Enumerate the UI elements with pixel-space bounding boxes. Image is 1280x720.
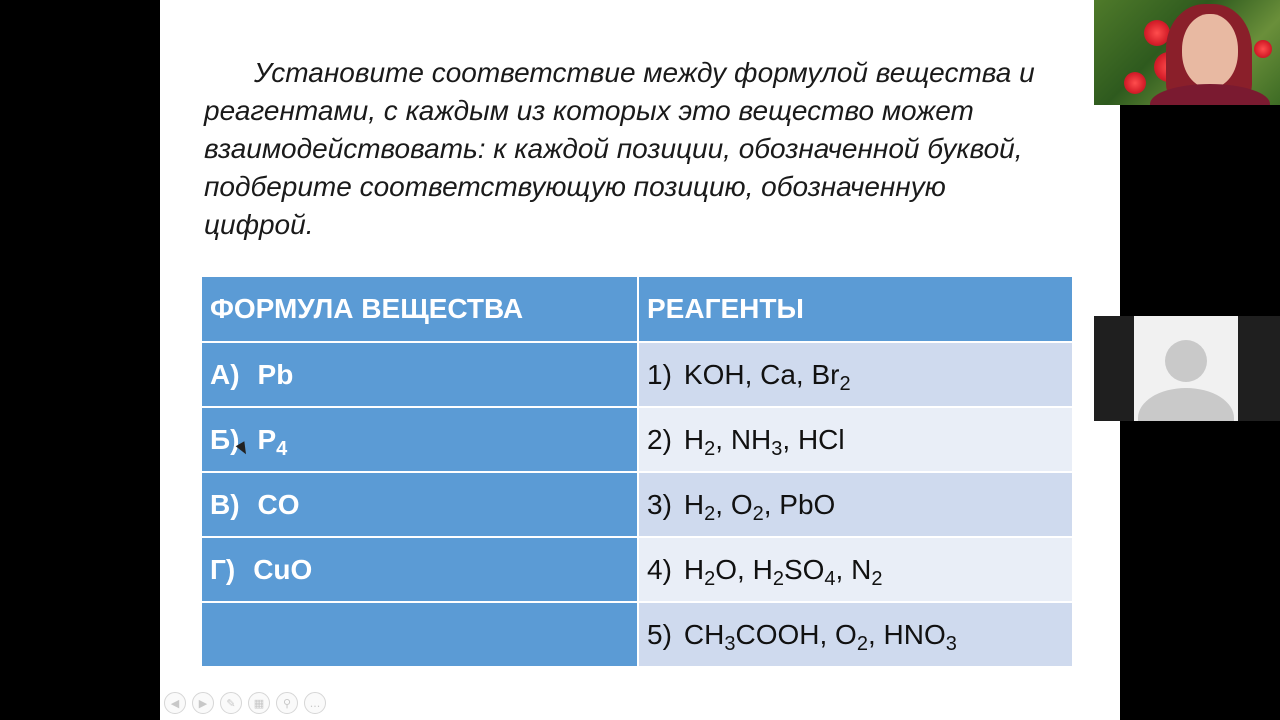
avatar-head	[1165, 340, 1207, 382]
reagent-cell: 5) $CH_3COOH$, $O_2$, $HNO_3$	[638, 602, 1073, 667]
task-text: Установите соответствие между формулой вещества и реагентами, с каждым из которых это вещество может взаимодействовать: к каждой позиции, обозначенной буквой, подберите соответствующую позицию, обозначенную цифрой.	[204, 57, 1035, 240]
arrow-right-icon[interactable]: ▶	[192, 692, 214, 714]
rose-icon	[1254, 40, 1272, 58]
reagent-cell: 3) $H_2$, $O_2$, PbO	[638, 472, 1073, 537]
table-header-row	[202, 277, 1073, 342]
substance-cell: В) CO	[202, 472, 638, 537]
slideshow-toolbar	[164, 692, 326, 714]
person-face	[1182, 14, 1238, 88]
more-icon[interactable]: ...	[304, 692, 326, 714]
participant-video-placeholder[interactable]	[1094, 316, 1280, 421]
default-avatar-icon	[1134, 316, 1238, 421]
presentation-slide	[160, 0, 1120, 720]
matching-table	[202, 277, 1074, 668]
participant-video-presenter[interactable]	[1094, 0, 1280, 105]
header-reagents: РЕАГЕНТЫ	[638, 277, 1073, 342]
magnifier-icon[interactable]: ⚲	[276, 692, 298, 714]
reagent-cell: 1) KOH, Ca, $Br_2$	[638, 342, 1073, 407]
table-row	[202, 602, 1073, 667]
reagent-cell: 2) $H_2$, $NH_3$, HCl	[638, 407, 1073, 472]
grid-icon[interactable]: ▦	[248, 692, 270, 714]
substance-cell-empty	[202, 602, 638, 667]
table-row	[202, 537, 1073, 602]
table-row	[202, 472, 1073, 537]
substance-cell: Г) CuO	[202, 537, 638, 602]
table-row	[202, 342, 1073, 407]
substance-cell: Б) $P_4$	[202, 407, 638, 472]
header-substance: ФОРМУЛА ВЕЩЕСТВА	[202, 277, 638, 342]
avatar-torso	[1138, 388, 1234, 421]
arrow-left-icon[interactable]: ◀	[164, 692, 186, 714]
reagent-cell: 4) $H_2O$, $H_2SO_4$, $N_2$	[638, 537, 1073, 602]
substance-cell: А) Pb	[202, 342, 638, 407]
rose-icon	[1124, 72, 1146, 94]
pen-icon[interactable]: ✎	[220, 692, 242, 714]
table-row	[202, 407, 1073, 472]
